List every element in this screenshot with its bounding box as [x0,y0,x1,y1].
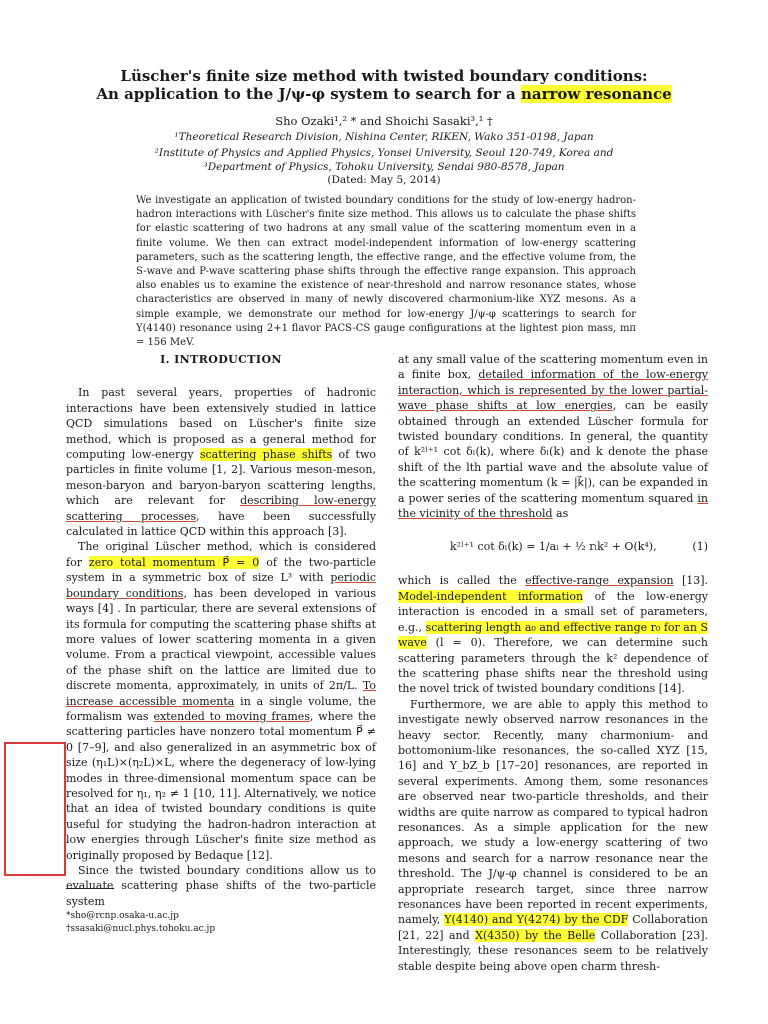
section-heading-introduction: I. INTRODUCTION [160,353,282,366]
right-column [398,352,708,974]
intro-paragraph-2: The original Lüscher method, which is considered for zero total momentum P⃗ = 0 of the two-particle system in a symmetric box of size L³ with periodic boundary conditions, has been developed in various ways [4] . In particular, there are several extensions of its formula for computing the scattering phase shifts at more values of lower scattering momenta in a given volume. From a practical viewpoint, accessible values of the phase shift on the lattice are limited due to discrete momenta, approximately, in units of 2π/L. To increase accessible momenta in a single volume, the formalism was extended to moving frames, where the scattering particles have nonzero total momentum P⃗ ≠ 0 [7–9], and also generalized in an asymmetric box of size (η₁L)×(η₂L)×L, where the degeneracy of low-lying modes in three-dimensional momentum space can be resolved for η₁, η₂ ≠ 1 [10, 11]. Alternatively, we notice that an idea of twisted boundary conditions is quite useful for studying the hadron-hadron interaction at low energies through Lüscher's finite size method as originally proposed by Bedaque [12]. [66,540,377,862]
highlight-belle: X(4350) by the Belle [475,928,596,942]
equation-body: k²ˡ⁺¹ cot δₗ(k) = 1/aₗ + ½ rₗk² + O(k⁴), [450,540,657,554]
affiliation-3: ³Department of Physics, Tohoku University, Sendai 980-8578, Japan [203,161,565,173]
title-highlight: narrow resonance [521,85,672,103]
highlight-cdf: Y(4140) and Y(4274) by the CDF [444,913,629,927]
affiliation-2: ²Institute of Physics and Applied Physics, Yonsei University, Seoul 120-749, Korea and [154,147,614,159]
equation-number: (1) [692,540,708,554]
underline-increase-momenta: To increase accessible momenta [66,679,376,708]
underline-detailed-information: detailed information of the low-energy interaction, which is represented by the lower partial-wave phase shifts at low energies [398,368,708,413]
highlight-scattering-length: scattering length a₀ and effective range r₀ for an S wave [398,620,708,650]
right-paragraph-3: Furthermore, we are able to apply this method to investigate newly observed narrow resonances in the heavy sector. Recently, many charmonium- and bottomonium-like resonances, the so-called XYZ [15, 16] and Y_bZ_b [17–20] resonances, are reported in several experiments. Among them, some resonances are observed near two-particle thresholds, and their widths are quite narrow as compared to typical hadron resonances. As a simple application for the new approach, we study a low-energy scattering of two mesons and search for a narrow resonance near the threshold. The J/ψ-φ channel is considered to be an appropriate research target, since three narrow resonances have been reported in recent experiments, namely, Y(4140) and Y(4274) by the CDF Collaboration [21, 22] and X(4350) by the Belle Collaboration [23]. Interestingly, these resonances seem to be relatively stable despite being above open charm thresh- [398,697,708,973]
intro-paragraph-3: Since the twisted boundary conditions allow us to evaluate scattering phase shifts of the two-particle system [66,864,376,908]
highlight-scattering-phase-shifts: scattering phase shifts [199,448,333,462]
left-column [66,352,376,909]
right-paragraph-2: which is called the effective-range expansion [13]. Model-independent information of the low-energy interaction is encoded in a small set of parameters, e.g., scattering length a₀ and effective range r₀ for an S wave (l = 0). Therefore, we can determine such scattering parameters through the k² dependence of the scattering phase shifts near the threshold using the novel trick of twisted boundary conditions [14]. [398,574,709,696]
paper-title-line-1: Lüscher's finite size method with twisted boundary conditions: [120,67,648,85]
annotation-box [4,742,66,876]
underline-vicinity-threshold: in the vicinity of the threshold [398,491,708,521]
footnotes [66,910,376,936]
abstract: We investigate an application of twisted boundary conditions for the study of low-energy hadron-hadron interactions with Lüscher's finite size method. This allows us to calculate the phase shifts for elastic scattering of two hadrons at any small value of the scattering momentum even in a finite volume. We then can extract model-independent information of low-energy scattering parameters, such as the scattering length, the effective range, and the effective volume from, the S-wave and P-wave scattering phase shifts through the effective range expansion. This approach also enables us to examine the existence of near-threshold and narrow resonance states, whose characteristics are observed in many of newly discovered charmonium-like XYZ mesons. As a simple example, we demonstrate our method for low-energy J/ψ-φ scatterings to search for Y(4140) resonance using 2+1 flavor PACS-CS gauge configurations at the lightest pion mass, mπ = 156 MeV. [136,195,636,349]
underline-periodic-boundary: periodic boundary conditions [66,571,376,600]
equation-1 [398,527,708,567]
title-prefix: An application to the J/ψ-φ system to search for a [96,85,516,103]
intro-paragraph-1: In past several years, properties of hadronic interactions have been extensively studied in lattice QCD simulations based on Lüscher's finite size method, which is proposed as a general method for computing low-energy scattering phase shifts of two particles in finite volume [1, 2]. Various meson-meson, meson-baryon and baryon-baryon scattering lengths, which are relevant for describing low-energy scattering processes, have been successfully calculated in lattice QCD within this approach [3]. [66,386,376,539]
paper-title-line-2 [60,84,708,104]
affiliation-1: ¹Theoretical Research Division, Nishina Center, RIKEN, Wako 351-0198, Japan [174,131,594,143]
date-line: (Dated: May 5, 2014) [327,174,441,186]
footnote-1: *sho@rcnp.osaka-u.ac.jp [66,911,179,921]
underline-describing-processes: describing low-energy scattering processes [66,494,376,523]
authors: Sho Ozaki¹,² * and Shoichi Sasaki³,¹ † [275,114,493,128]
footnote-2: †ssasaki@nucl.phys.tohoku.ac.jp [66,924,216,934]
highlight-zero-total-momentum: zero total momentum P⃗ = 0 [88,555,260,569]
footnote-rule [66,888,114,889]
highlight-model-independent: Model-independent information [398,589,584,603]
underline-moving-frames: extended to moving frames [153,709,310,723]
right-paragraph-1: at any small value of the scattering momentum even in a finite box, detailed information of the low-energy interaction, which is represented by the lower partial-wave phase shifts at low energies, can be easily obtained through an extended Lüscher formula for twisted boundary conditions. In general, the quantity of k²ˡ⁺¹ cot δₗ(k), where δₗ(k) and k denote the phase shift of the lth partial wave and the absolute value of the scattering momentum (k = |k⃗|), can be expanded in a power series of the scattering momentum squared in the vicinity of the threshold as [398,353,708,521]
underline-effective-range-expansion: effective-range expansion [525,574,674,588]
